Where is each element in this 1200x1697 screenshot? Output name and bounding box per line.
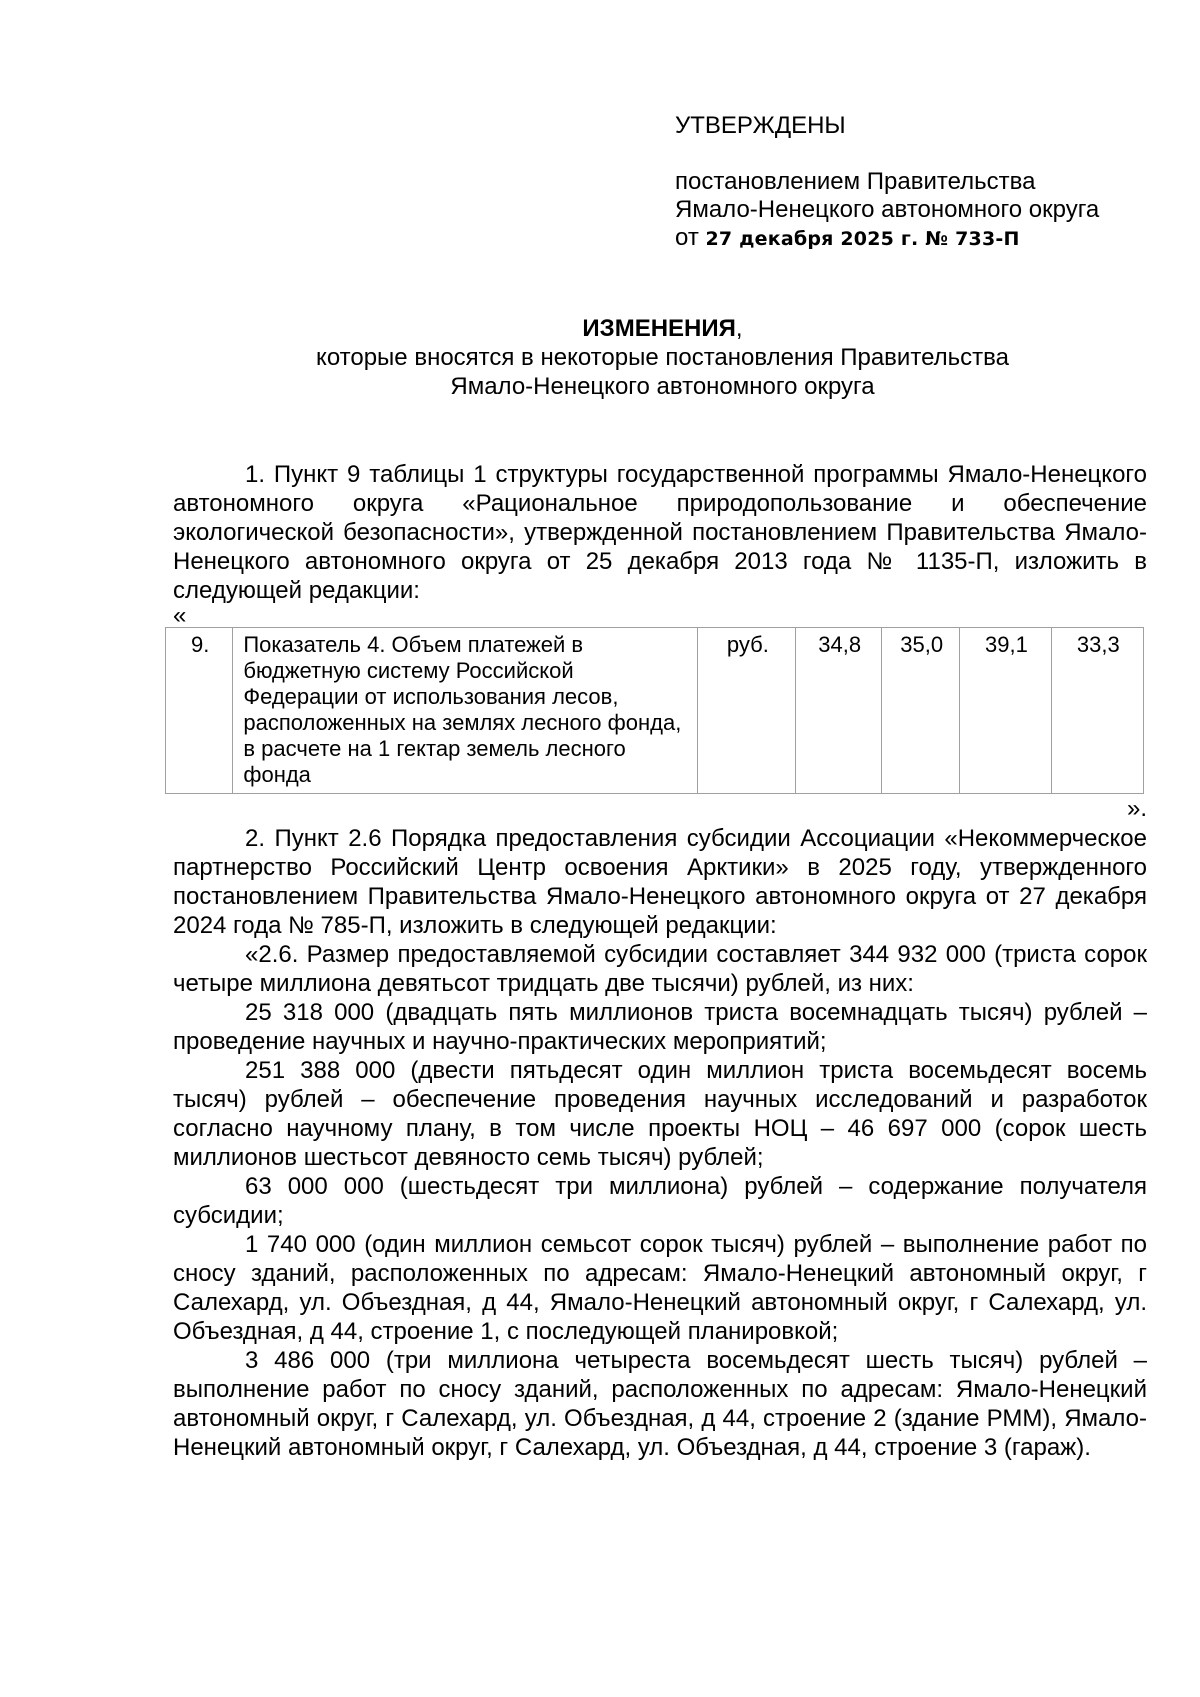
section-2-paragraph-3: 251 388 000 (двести пятьдесят один миллион триста восемьдесят восемь тысяч) рублей – обеспечение проведения научных исследований и разработок согласно научному плану, в том числе проекты НОЦ – 46 697 000 (сорок шесть миллионов шестьсот девяносто семь тысяч) рублей; [173,1057,1147,1171]
title-line-1: которые вносятся в некоторые постановления Правительства [316,344,1009,371]
approval-line-1: постановлением Правительства [675,168,1036,195]
approval-date-line [675,224,1175,253]
title-heading-line [170,314,1155,343]
quote-open-mark: « [173,602,187,629]
table-row [166,628,1144,794]
section-2-paragraph-6: 3 486 000 (три миллиона четыреста восемьдесят шесть тысяч) рублей – выполнение работ по сносу зданий, расположенных по адресам: Ямало-Ненецкий автономный округ, г Салехард, ул. Объездная, д 44, строение 2 (здание РММ), Ямало-Ненецкий автономный округ, г Салехард, ул. Объездная, д 44, строение 3 (гараж). [173,1347,1147,1461]
title-line-2: Ямало-Ненецкого автономного округа [450,373,875,400]
title-heading: ИЗМЕНЕНИЯ [582,315,736,342]
unit-cell: руб. [698,628,796,794]
document-body [173,460,1147,1462]
section-2-paragraph-5: 1 740 000 (один миллион семьсот сорок тысяч) рублей – выполнение работ по сносу зданий, расположенных по адресам: Ямало-Ненецкий автономный округ, г Салехард, ул. Объездная, д 44, Ямало-Ненецкий автономный округ, г Салехард, ул. Объездная, д 44, строение 1, с последующей планировкой; [173,1231,1147,1345]
section-2-paragraph-4: 63 000 000 (шестьдесят три миллиона) рублей – содержание получателя субсидии; [173,1173,1147,1229]
document-title [170,314,1155,401]
row-number-cell: 9. [166,628,233,794]
date-prefix: от [675,224,699,251]
value-cell-3: 39,1 [960,628,1051,794]
indicator-table [165,627,1144,794]
approval-block [675,112,1175,253]
approval-line-2: Ямало-Ненецкого автономного округа [675,196,1100,223]
indicator-name-cell: Показатель 4. Объем платежей в бюджетную систему Российской Федерации от использования лесов, расположенных на землях лесного фонда, в расчете на 1 гектар земель лесного фонда [233,628,698,794]
section-2-paragraph-2: 25 318 000 (двадцать пять миллионов триста восемнадцать тысяч) рублей – проведение научных и научно-практических мероприятий; [173,999,1147,1055]
approval-stamp: УТВЕРЖДЕНЫ [675,112,846,139]
value-cell-4: 33,3 [1051,628,1143,794]
title-comma: , [735,315,743,342]
quote-close-mark: ». [1126,795,1147,822]
section-2-paragraph-1: «2.6. Размер предоставляемой субсидии составляет 344 932 000 (триста сорок четыре миллиона девятьсот тридцать две тысячи) рублей, из них: [173,941,1147,997]
value-cell-2: 35,0 [882,628,960,794]
value-cell-1: 34,8 [796,628,882,794]
section-2-intro: 2. Пункт 2.6 Порядка предоставления субсидии Ассоциации «Некоммерческое партнерство Российский Центр освоения Арктики» в 2025 году, утвержденного постановлением Правительства Ямало-Ненецкого автономного округа от 27 декабря 2024 года № 785-П, изложить в следующей редакции: [173,825,1147,939]
section-1-text: 1. Пункт 9 таблицы 1 структуры государственной программы Ямало-Ненецкого автономного округа «Рациональное природопользование и обеспечение экологической безопасности», утвержденной постановлением Правительства Ямало-Ненецкого автономного округа от 25 декабря 2013 года № 1135-П, изложить в следующей редакции: [173,461,1147,604]
decree-date-number: 27 декабря 2025 г. № 733-П [705,228,1020,250]
